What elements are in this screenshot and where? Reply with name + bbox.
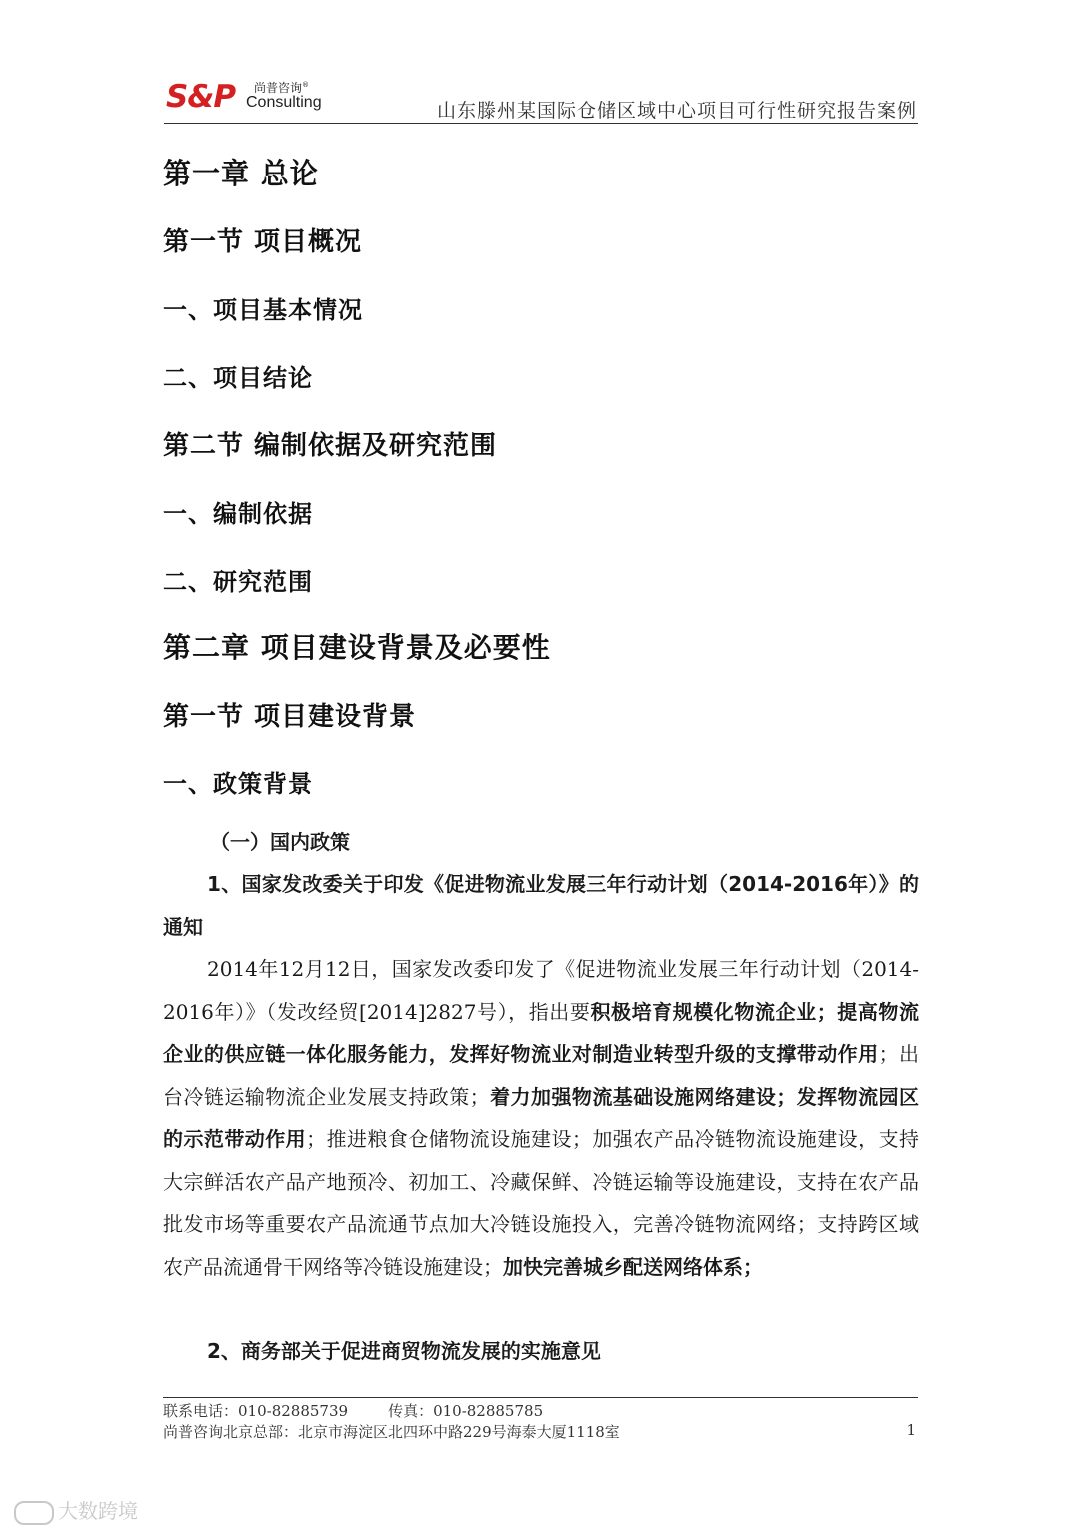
footer-contact	[163, 1400, 543, 1421]
logo-chinese-name: 尚普咨询®	[254, 81, 310, 95]
footer-phone: 联系电话：010-82885739	[163, 1402, 349, 1420]
watermark: 大数跨境	[14, 1495, 138, 1525]
chapter-heading: 第一章 总论	[163, 157, 319, 190]
subsection-heading: 二、研究范围	[163, 568, 313, 596]
section-heading: 第二节 编制依据及研究范围	[163, 431, 498, 461]
page-number: 1	[906, 1421, 916, 1439]
watermark-icon	[14, 1501, 54, 1525]
subsection-heading: 二、项目结论	[163, 364, 313, 392]
policy-paragraph: 2014年12月12日，国家发改委印发了《促进物流业发展三年行动计划（2014-2016年）》（发改经贸[2014]2827号），指出要积极培育规模化物流企业；提高物流企业的供应链一体化服务能力，发挥好物流业对制造业转型升级的支撑带动作用；出台冷链运输物流企业发展支持政策；着力加强物流基础设施网络建设；发挥物流园区的示范带动作用；推进粮食仓储物流设施建设；加强农产品冷链物流设施建设，支持大宗鲜活农产品产地预冷、初加工、冷藏保鲜、冷链运输等设施建设，支持在农产品批发市场等重要农产品流通节点加大冷链设施投入，完善冷链物流网络；支持跨区域农产品流通骨干网络等冷链设施建设；加快完善城乡配送网络体系；	[163, 957, 920, 1279]
policy-item-title: 2、商务部关于促进商贸物流发展的实施意见	[207, 1339, 601, 1363]
section-heading: 第一节 项目建设背景	[163, 702, 417, 732]
policy-item-title: 1、国家发改委关于印发《促进物流业发展三年行动计划（2014-2016年）》的通知	[163, 872, 919, 939]
chapter-heading: 第二章 项目建设背景及必要性	[163, 631, 551, 664]
logo-sp-mark: S&P	[166, 79, 236, 115]
subsection-heading: 一、项目基本情况	[163, 296, 363, 324]
document-title: 山东滕州某国际仓储区域中心项目可行性研究报告案例	[436, 100, 917, 122]
footer-address: 尚普咨询北京总部：北京市海淀区北四环中路229号海泰大厦1118室	[163, 1423, 620, 1441]
footer-fax: 传真：010-82885785	[388, 1402, 544, 1420]
logo-english-name: Consulting	[246, 94, 322, 111]
section-heading: 第一节 项目概况	[163, 227, 363, 257]
company-logo	[166, 76, 336, 116]
policy-subheading: （一）国内政策	[210, 830, 350, 854]
header-divider	[164, 123, 918, 124]
subsection-heading: 一、政策背景	[163, 770, 313, 798]
subsection-heading: 一、编制依据	[163, 500, 313, 528]
footer-divider	[163, 1397, 918, 1398]
